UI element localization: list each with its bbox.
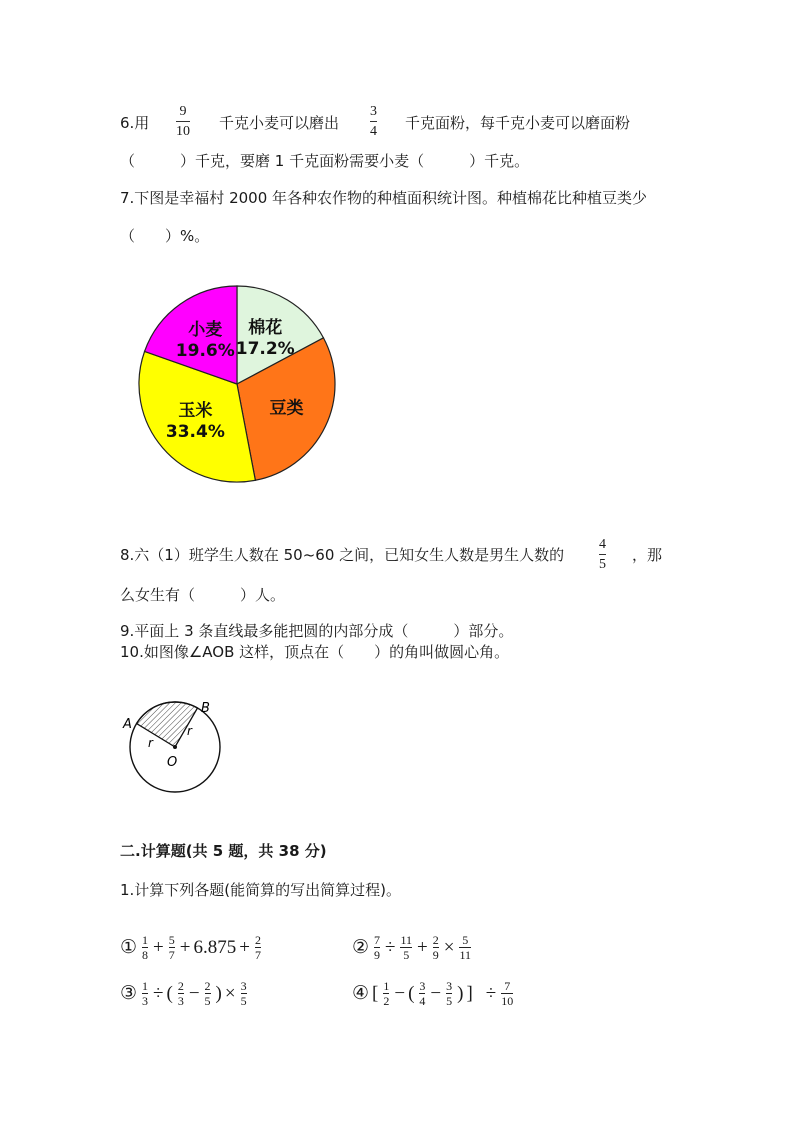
q6-fraction-1	[176, 104, 190, 139]
num: 3	[240, 979, 247, 993]
problem-4-frac-1	[383, 980, 389, 1007]
q8-prefix: 8.六（1）班学生人数在 50~60 之间，已知女生人数是男生人数的	[120, 546, 565, 564]
problem-2-marker: ②	[352, 937, 370, 958]
problem-3-frac-4	[241, 980, 247, 1007]
q6-fraction-2-num: 3	[370, 104, 377, 119]
problem-1-frac-3	[255, 934, 261, 961]
central-angle-diagram	[115, 695, 235, 805]
q7-line-1: 7.下图是幸福村 2000 年各种农作物的种植面积统计图。种植棉花比种植豆类少	[120, 189, 648, 207]
q9-text: 9.平面上 3 条直线最多能把圆的内部分成（ ）部分。	[120, 622, 514, 640]
problem-1	[120, 934, 263, 961]
num: 3	[419, 979, 426, 993]
den: 9	[432, 948, 439, 962]
op: ÷	[153, 982, 164, 1004]
label-r-left: r	[148, 736, 153, 750]
bracket: [	[372, 982, 379, 1004]
problem-2-frac-4	[459, 934, 471, 961]
problem-3	[120, 980, 249, 1007]
problem-3-frac-1	[142, 980, 148, 1007]
den: 7	[168, 948, 175, 962]
op: ×	[443, 936, 455, 958]
problem-2-frac-1	[374, 934, 380, 961]
problem-3-frac-3	[205, 980, 211, 1007]
op: +	[417, 936, 428, 958]
problem-2-frac-3	[433, 934, 439, 961]
pie-value-label-3: 19.6%	[175, 341, 235, 362]
problem-4-frac-3	[446, 980, 452, 1007]
op: +	[153, 936, 164, 958]
q6-line-2: （ ）千克，要磨 1 千克面粉需要小麦（ ）千克。	[120, 152, 530, 170]
op: −	[394, 982, 406, 1004]
q6-suffix: 千克面粉，每千克小麦可以磨面粉	[405, 114, 631, 132]
num: 2	[177, 979, 184, 993]
q6-middle-text: 千克小麦可以磨出	[219, 114, 340, 132]
op: +	[179, 936, 191, 958]
op: ×	[224, 982, 236, 1004]
q8-fraction	[599, 537, 606, 572]
label-a: A	[123, 717, 132, 732]
problem-4-marker: ④	[352, 983, 370, 1004]
num: 7	[374, 933, 381, 947]
den: 7	[254, 948, 261, 962]
q6-prefix: 6.用	[120, 114, 150, 132]
q8-fraction-den: 5	[599, 557, 606, 572]
q7-line-2: （ ）%。	[120, 227, 210, 245]
problem-4-frac-4	[501, 980, 513, 1007]
problem-2	[352, 934, 473, 961]
num: 3	[446, 979, 453, 993]
den: 5	[240, 994, 247, 1008]
problem-1-frac-1	[142, 934, 148, 961]
den: 10	[501, 994, 514, 1008]
q6-fraction-1-den: 10	[176, 124, 190, 139]
den: 4	[419, 994, 426, 1008]
paren: (	[166, 982, 173, 1004]
q6-fraction-2-den: 4	[370, 124, 377, 139]
num: 1	[142, 979, 149, 993]
num: 7	[504, 979, 511, 993]
label-b: B	[201, 701, 210, 716]
num: 5	[168, 933, 175, 947]
den: 2	[383, 994, 390, 1008]
q8-suffix: ，那	[632, 546, 663, 564]
q6-fraction-2	[370, 104, 377, 139]
den: 11	[459, 948, 472, 962]
label-o: O	[167, 755, 178, 770]
pie-chart	[120, 270, 360, 500]
problem-2-frac-2	[400, 934, 412, 961]
pie-value-label-2: 33.4%	[165, 421, 225, 442]
den: 5	[204, 994, 211, 1008]
center-point	[173, 745, 177, 749]
num: 2	[432, 933, 439, 947]
paren: (	[408, 982, 415, 1004]
problem-3-frac-2	[178, 980, 184, 1007]
num: 1	[142, 933, 149, 947]
section-2-title: 二.计算题(共 5 题，共 38 分)	[120, 842, 327, 860]
pie-label-2: 玉米	[178, 400, 213, 421]
section-2-q1: 1.计算下列各题(能简算的写出简算过程)。	[120, 881, 402, 899]
op: −	[188, 982, 200, 1004]
pie-label-0: 棉花	[248, 317, 283, 338]
q6-fraction-1-num: 9	[179, 104, 187, 119]
op: +	[239, 936, 250, 958]
q8-fraction-num: 4	[599, 537, 606, 552]
paren: )	[457, 982, 464, 1004]
den: 5	[403, 948, 410, 962]
op: ÷	[485, 982, 497, 1004]
problem-1-marker: ①	[120, 937, 138, 958]
op: ÷	[385, 936, 396, 958]
den: 3	[177, 994, 184, 1008]
num: 2	[204, 979, 211, 993]
num: 1	[383, 979, 390, 993]
bracket: ]	[466, 982, 473, 1004]
problem-4-frac-2	[419, 980, 425, 1007]
den: 5	[446, 994, 453, 1008]
num: 2	[254, 933, 261, 947]
pie-label-3: 小麦	[188, 320, 223, 341]
q8-line-2: 么女生有（ ）人。	[120, 586, 286, 604]
problem-4	[352, 980, 515, 1007]
problem-1-decimal: 6.875	[193, 936, 237, 958]
num: 5	[462, 933, 469, 947]
den: 9	[374, 948, 381, 962]
pie-label-1: 豆类	[269, 398, 304, 419]
num: 11	[400, 933, 413, 947]
problem-3-marker: ③	[120, 983, 138, 1004]
q10-text: 10.如图像∠AOB 这样，顶点在（ ）的角叫做圆心角。	[120, 643, 510, 661]
problem-1-frac-2	[169, 934, 175, 961]
label-r-right: r	[187, 724, 192, 738]
den: 8	[142, 948, 149, 962]
pie-value-label-0: 17.2%	[235, 338, 295, 359]
den: 3	[142, 994, 149, 1008]
op: −	[430, 982, 442, 1004]
paren: )	[215, 982, 222, 1004]
